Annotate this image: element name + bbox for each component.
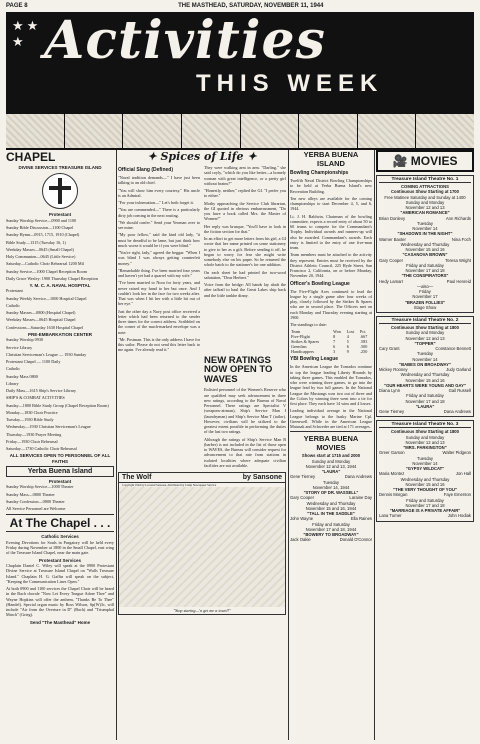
standings-col-header: Team [291,329,301,335]
official-slang-heading: Official Slang (Defined) [118,167,174,173]
schedule-line: Saturday—Catholic Choir Rehearsal 1200 Mil [6,261,84,267]
cast-name: Faye Emerson [443,492,471,498]
movie-day: Wednesday and Thursday [306,500,356,506]
movie-cast [290,537,372,542]
spice-paragraph: "My poor fellow," said the kind old lady, "it must be dreadful to be lame, but just think how much worse it would be if you were blind." [118,232,200,248]
wolf-cartoon-image-icon [119,487,285,607]
movie-date: November 14 [412,356,438,362]
spice-paragraph: They were walking arm in arm. "Darling," she said coyly, "which do you like better—a homely woman with great intelligence, or a pretty girl without brains?" [204,165,286,186]
hospital-schedule [6,288,114,330]
schedule-line: Sunday Worship Service—1000 Theater [6,484,74,490]
movie-date: November 17 and 18 [405,398,445,404]
schedule-line: Tuesday—1930 Bible Study [6,417,54,423]
sports-illustration-icon [123,114,182,148]
spice-paragraph: "Honestly, neither," replied the GI. "I prefer you to either." [204,188,286,199]
schedule-line: Monday—1830 Choir Practice [6,409,58,415]
late-day: Friday [419,289,431,294]
movie-cast [379,513,471,518]
cast-name: Brian Donlevy [379,215,406,221]
chapel-column [6,150,114,740]
pre-embarkation-heading: PRE-EMBARKATION CENTER [28,331,92,337]
alleys-text: Ten new alleys are available for the coming championships to start December 4, 5, and 6, 1944. [290,195,372,212]
standings-cell: Five-Flight [291,334,310,340]
cast-name: Diana Lynn [379,388,401,393]
schedule-line: Thursday—1930 Prayer Meeting [6,431,62,437]
spice-paragraph: Just the other day a Navy post office received a letter which had been returned to the sender three times for the correct address. Scribbled on the corner of the much-marked envelope was a note: [118,308,200,335]
cast-name: Jack Oakie [290,537,311,543]
spice-paragraph: Voice from the bridge: All hands lay abaft the after taffrail to haul the Great Lakes ship back and the little tankhe dinny. [204,282,286,298]
column-rule [116,150,117,740]
ybi-heading: YERBA BUENA ISLAND [303,150,359,168]
cast-name: Dennis Morgan [379,492,408,498]
spice-paragraph: In an effort to get more letters from his girl, a GI wrote that her name printed on some stationery to give to her as a gift. Before sending it off, he began to worry for fear she might write somebody else on his paper. So he returned the whole batch to the stationer's for one addition. [204,236,286,268]
cast-name: Dana Andrews [344,474,372,480]
movie-day: Wednesday and Thursday [400,241,450,247]
theatre-1-listings [379,200,471,284]
ratings-paragraph: Although the ratings of Ship's Service Man B (barber) is not included in the list of those open to WAVES, the Bureau will consider request for advancement to that rate from stations in isolated localities where adequate civilian facilities are not available. [204,436,286,468]
schedule-line: Wednesday—1930 Christian Serviceman's League [6,424,91,430]
movie-title: "MARRIAGE IS A PRIVATE AFFAIR" [389,508,461,513]
theatre-2-title: Treasure Island Theatre No. 2 [379,318,471,324]
movie-title: "BABES ON BROADWAY" [399,361,451,367]
bowling-heading: Bowling Championships [290,170,349,176]
yerba-heading: Yerba Buena Island [6,466,114,477]
cast-name: Nina Foch [451,236,471,242]
movie-title: "LAURA" [415,403,435,409]
schedule-line: Weekday Masses—0645 Hospital Chapel [6,317,76,323]
movie-date: November 15 and 16 [405,247,445,252]
protestant-services-heading: Protestant Services [38,557,82,563]
movie-title: "STORY OF DR. WASSELL" [303,490,359,495]
schedule-line: Sunday Mass 0800 [6,373,38,379]
movie-title: "THE VERY THOUGHT OF YOU" [393,487,457,492]
activities-banner [6,12,474,112]
cast-name: Constance Bennett [435,346,471,351]
movie-date: November 17 and 18, 1944 [305,526,357,532]
movie-day: Friday and Saturday [406,393,444,399]
movie-date: November 14 [412,460,438,466]
spices-heading: ✦ Spices of Life ✦ [147,150,257,163]
pre-embarkation-schedule [6,337,114,451]
movie-date: November 17 and 18 [405,502,445,508]
movie-date: November 17 and 18 [405,268,445,273]
chapel-schedule [6,218,114,281]
dateline: THE MASTHEAD, SATURDAY, NOVEMBER 11, 1944 [178,3,324,9]
standings-heading: The standings to date: [290,322,327,327]
movie-title: "OUR HEARTS WERE YOUNG AND GAY" [384,382,466,388]
cast-name: Mickey Rooney [379,367,408,372]
schedule-line: Bible Study—1315 (Tuesday 16, 1) [6,239,66,245]
officers-league-text: The Five-Flight Aces continued to lead the league by a single game after four weeks of play, closely followed by the Strikes & Spares who are in second place. The Officers met on each Monday and Thursday evening starting at 1900. [290,288,372,320]
schedule-line: Service Library [6,344,33,350]
spice-paragraph: "For your information—" Let's both forget it. [118,200,194,205]
standings-cell: 9 [346,349,349,355]
theatre-3-title: Treasure Island Theatre No. 3 [379,422,471,428]
chapel-subheading: DIVINE SERVICES TREASURE ISLAND [18,165,102,170]
standings-col-header: Lost [346,329,355,335]
movie-day: Tuesday [417,455,433,461]
theatre-2-box [376,316,474,417]
schedule-line: Confessions—Saturday 1630 Hospital Chapel [6,324,84,330]
standings-table [290,329,372,354]
cast-name: Maria Montez [379,471,405,477]
standings-cell: 3 [333,349,336,355]
schedule-line: Daily Mass—1615 Ship's Service Library [6,388,77,394]
protestant-services-text: Chaplain Daniel C. Wiley will speak at the 0900 Protestant Divine Service at Treasure Island Chapel on "Walls Treasure Island." Chaplain H. G. Gaffin will speak on the subject, "Keeping the Communication Lines Open." [6,563,114,584]
movie-title: "MRS. PARKINGTON" [403,445,447,450]
movie-title: "CASANOVA BROWN" [402,252,448,258]
spice-paragraph: "We should confer." Send your Yeoman over to see mine. [118,219,200,230]
movie-title: "AMERICAN ROMANCE" [400,210,450,216]
ybi-league-text: In the American League the Tornados continue to top the league leading Liberty Hounds by taking three games. This enabled the Tornados, who were winning three games, to go into the league lead by two full games. In the National League the Mustangs won two out of three and the Colors by winning three went into a tie for first place. They each have 14 wins and 4 losses. [290,364,372,406]
late-note: Stage Show [413,304,437,310]
spice-paragraph: "You're right, lady," agreed the beggar. "When I was blind I was always getting counterfeit money." [118,250,200,266]
schedule-line: Holy Communion—0645 (Little Service) [6,254,76,260]
cartoon-title: The Wolf [122,474,152,482]
choir-text: At both 0900 and 1100 services the Chapel Choir will be heard in the Bach chorale "Now Let Every Tongue Adore Thee" and Wayne Hopkins will offer the anthem, "Thanks Be To Thee" (Handel). Special organ music by Ross Wilson, Sp(W)3c, will include "Air from the Overture in D" (Bach) and "Triumphal March" (Grieg). [6,586,114,618]
standings-cell: 7 [333,339,336,345]
movie-date: November 12 and 13 [405,335,445,341]
movie-day: Friday and Saturday [406,262,444,268]
at-chapel-heading: At The Chapel . . . [6,514,114,532]
banner-title: Activities [44,12,326,71]
schedule-line: Sunday Worship Service—0900 and 1100 [6,217,77,223]
theatre-3-box [376,420,474,521]
cross-icon [42,173,78,209]
movies-column [376,150,474,740]
theatre-2-continuous: Continuous Show Starting at 1800 [391,325,459,330]
movie-date: November 12 and 13 [405,205,445,210]
movie-date: November 15 and 16 [405,377,445,383]
movie-date: November 15 and 16 [405,481,445,487]
schedule-line: SHIP'S & COMBAT ACTIVITIES [6,395,65,401]
schedule-line: Protestant [6,288,23,294]
late-title: "BRAZEN FOLLIES" [404,299,446,305]
theatre-1-box [376,175,474,313]
cast-name: Greer Garson [379,450,405,456]
schedule-line: Catholic [6,366,21,372]
schedule-line: Friday—1930 Choir Rehearsal [6,438,58,444]
sports-illustration-icon [6,114,65,148]
cast-name: Gary Cooper [379,257,403,263]
ratings-text [204,387,286,468]
theatre-3-listings [379,435,471,519]
schedule-line: Sunday Weekly Service—1000 Hospital Chapel [6,295,87,301]
standings-cell: Strikes & Spares [291,339,320,345]
all-faiths-note: ALL SERVICES OPEN TO PERSONNEL OF ALL FAITHS [9,453,111,464]
movie-day: Sunday and Monday [405,330,445,336]
send-masthead-home: Send "The Masthead" Home [29,619,91,625]
coming-attractions: COMING ATTRACTIONS [401,184,449,189]
sports-illustration-icon [299,114,358,148]
movie-day: Friday and Saturday [312,521,350,527]
page-number: PAGE 8 [6,3,28,9]
schedule-line: Catholic [6,302,21,308]
spices-column [118,150,286,740]
ratings-paragraph: Enlisted personnel of the Women's Reserve who are qualified may seek advancement in three new ratings, according to the Bureau of Naval Personnel. These ratings are Specialist V (weapons-airman), Ship's Service Man I (laundryman) and Ship's Service Man T (tailor). However, civilians will be utilized to the greatest extent possible in performing the duties of the last two ratings. [204,387,286,435]
ybi-league-heading: YBI Bowling League [290,356,339,363]
theatre-1-continuous: Continuous Show Starting at 1700 [391,189,459,195]
movie-title: "SHADOWS IN THE NIGHT" [397,231,453,237]
cast-name: Gene Tierney [379,409,405,414]
schedule-line: Sunday—1800 Bible Study Group (Chapel Reception Room) [6,402,109,408]
spice-paragraph: "Naval tradition demands—" I have just been talking to an old chief. [118,175,200,186]
cast-name: Laraine Day [349,495,372,501]
movie-day: Tuesday [417,351,433,357]
catholic-services-heading: Catholic Services [41,534,79,540]
ybi-column [290,150,372,740]
schedule-line: Sunday Masses—0800 (Hospital Chapel) [6,310,76,316]
movies-heading: 🎥 MOVIES [376,150,474,172]
movie-cast [379,409,471,414]
cast-name: Walter Pidgeon [442,450,471,456]
late-date: November 17 [412,294,438,300]
movie-day: Tuesday [323,479,339,485]
ybm-showtimes: Shows start at 1715 and 2000 [301,453,361,459]
spice-paragraph: "Remarkable thing. I've been married four years and haven't yet had a quarrel with my wife." [118,267,200,278]
sports-illustration-icon [358,114,417,148]
schedule-line: Sunday Bible Discussion—1100 Chapel [6,225,74,231]
ybm-listings [290,459,372,543]
movie-day: Sunday and Monday [405,434,445,440]
wolf-cartoon [118,472,286,615]
standings-cell: .667 [359,334,368,340]
schedule-line: Sunday Worship 0930 [6,337,44,343]
movie-day: Wednesday and Thursday [400,476,450,482]
standings-cell: .250 [359,349,368,355]
standings-cell: .583 [359,339,368,345]
spice-paragraph: "You will show him every courtesy." His uncle is an Admiral. [118,187,200,198]
naval-hospital-heading: Y. M. C. A. NAVAL HOSPITAL [29,283,91,289]
catholic-services-text: Evening Devotions for Souls in Purgatory will be held every Friday during November at 1800 in the Small Chapel, east wing of the Treasure Island Chapel, near the main gate. [6,539,114,556]
standings-cell: 6 [333,344,336,350]
theatre-3-continuous: Continuous Show Starting at 1800 [391,429,459,435]
cast-name: Gene Tierney [290,474,316,480]
theatre-1-matinee: Free Matinee Saturday and Sunday at 1400 [384,194,466,200]
cast-name: Warner Baxter [379,236,406,242]
bowling-text: Twelfth Naval District Bowling Championships to be held at Yerba Buena Island's new Recreation Building. [290,178,372,194]
standings-col-header: Pct. [359,329,367,335]
sports-illustration-icon [182,114,241,148]
schedule-line: Library [6,380,19,386]
protestant-label: Protestant [48,212,72,218]
cast-name: Ella Raines [350,516,372,522]
movie-title: "GYPSY WILDCAT" [405,466,445,471]
high-average-text: Leading individual average in the National League belongs to the husky Marine Cpl. Greenwell. While in the American League Matusak and Schweder are tied at 171 averages. [290,408,372,429]
page-header [6,3,474,12]
cartoon-byline: by Sansone [242,474,282,482]
cast-name: Ann Richards [445,215,471,221]
spice-paragraph: Mothy approaching the Service Club librarian, the GI quoted in obvious embarrassment, "Do you have a book called Mrs. the Master of Women?" [204,200,286,222]
schedule-line: Sunday Service—1000 Chapel Reception Room [6,268,87,274]
movie-day: Friday and Saturday [406,497,444,503]
standings-cell: 5 [346,339,349,345]
movie-date: November 14 [412,226,438,231]
theatre-2-listings [379,330,471,414]
standings-cell: Gremlins [291,344,307,350]
banner-subtitle: THIS WEEK [196,70,384,97]
illustration-strip [6,112,474,150]
table-row [290,349,372,354]
spice-paragraph: "I've been married to Nora for forty years, and never raised my hand to her but once. And I couldn't look her in the face for two weeks after. That was when I hit her with a little bit out of her eye." [118,280,200,307]
spices-left [118,165,200,355]
movie-day: Sunday and Monday [311,458,351,464]
spices-right [204,165,286,355]
spice-paragraph: "Mr. Postman. This is the only address I have for this sailor. Please do not send this letter back to me again. I've already read it." [118,336,200,353]
also-label: —also— [416,283,434,289]
schedule-line: Protestant Chapel — 1100 Daily [6,359,61,365]
yerba-schedule [6,484,114,511]
spice-paragraph: "You are commended—" There is a particularly dirty job coming in the next routing. [118,207,200,218]
sports-illustration-icon [416,114,474,148]
cast-name: Teresa Wright [445,257,471,263]
cast-name: Judy Garland [446,367,471,372]
standings-cell: Handicappers [291,349,315,355]
standings-cell: 4 [346,334,349,340]
schedule-line: Daily Grace Wesley: 1900 Thursday Chapel Reception [6,275,98,281]
schedule-line: Sunday Hymn—0915, 1715, 1910 (Chapel) [6,232,80,238]
cartoon-copyright: Copyright 1944 by Leonard Sansone, distributed by Camp Newspaper Service [122,483,217,488]
schedule-line: Sunday Mass—0800 Theater [6,491,55,497]
movie-title: "THE CONSPIRATORS" [401,273,449,279]
column-rule [374,150,375,740]
standings-cell: .500 [359,344,368,350]
schedule-line: Saturday—1730 Catholic Choir Rehearsal [6,446,77,452]
schedule-line: All Service Personnel are Welcome [6,506,66,512]
movie-title: "TALL IN THE SADDLE" [307,511,355,516]
entries-text: Team members must be attached to the activity they represent. Entries must be received by the District Athletic Council, 225 Hyde Street, San Francisco 2, California, on or before Monday, November 20, 1944. [290,252,372,279]
schedule-line: Sunday Confession—0800 Theater [6,498,65,504]
cast-name: Cary Grant [379,346,400,351]
movie-date: November 14, 1944 [312,484,350,490]
movie-title: "TOPPER" [414,340,436,346]
cast-name: Paul Henreid [446,278,471,284]
spice-paragraph: Her reply was brusque, "You'll have to look in the fiction section for that." [204,223,286,234]
movie-day: Wednesday and Thursday [400,372,450,378]
movie-date: November 12 and 13, 1944 [305,463,357,469]
baldwin-text: Lt. J. H. Baldwin, Chairman of the bowling committee, expects a record entry of about 50 to 60 teams to compete for the Commandant's Trophy. Individual awards and runners-up will also be awarded. Commandant's awards. Each entry is limited to the entry of one five-man team. [290,213,372,250]
officers-league-heading: Officer's Bowling League [290,280,350,287]
cartoon-caption: "Stop staring—'n get me a towel!" [173,608,231,614]
movie-date: November 15 and 16, 1944 [305,505,357,511]
standings-cell: 8 [333,334,336,340]
yerba-protestant-label: Protestant [48,479,72,485]
movie-title: "LAURA" [321,469,341,474]
cast-name: Hedy Lamarr [379,278,404,284]
cast-name: John Hodiak [447,513,471,519]
cast-name: Jon Hall [455,471,471,477]
schedule-line: Christian Serviceman's League — 1930 Sunday [6,351,87,357]
standings-col-header: Won [333,329,341,335]
cast-name: Donald O'Connor [339,537,372,543]
chapel-heading: CHAPEL [6,150,56,164]
movie-date: November 12 and 13 [405,439,445,445]
cast-name: John Wayne [290,516,314,522]
new-ratings-heading: NEW RATINGS NOW OPEN TO WAVES [204,354,273,386]
spice-paragraph: On each sheet he had printed the two-word salutation, "Dear Herbert." [204,269,286,280]
star-icons: ★★ ★ [12,18,42,49]
theatre-1-title: Treasure Island Theatre No. 1 [379,177,471,183]
cast-name: Lana Turner [379,513,402,519]
movie-day: Tuesday [417,220,433,226]
cast-name: Gary Cooper [290,495,314,501]
sports-illustration-icon [241,114,300,148]
ybm-heading: YERBA BUENA MOVIES [290,431,372,452]
cast-name: Gail Russell [448,388,471,393]
standings-cell: 6 [346,344,349,350]
cast-name: Dana Andrews [443,409,471,414]
schedule-line: Weekday Masses—0645 (Small Chapel) [6,246,74,252]
movie-title: "BOWERY TO BROADWAY" [303,532,359,537]
column-rule [288,150,289,740]
sports-illustration-icon [65,114,124,148]
movie-day: Sunday and Monday [405,199,445,205]
